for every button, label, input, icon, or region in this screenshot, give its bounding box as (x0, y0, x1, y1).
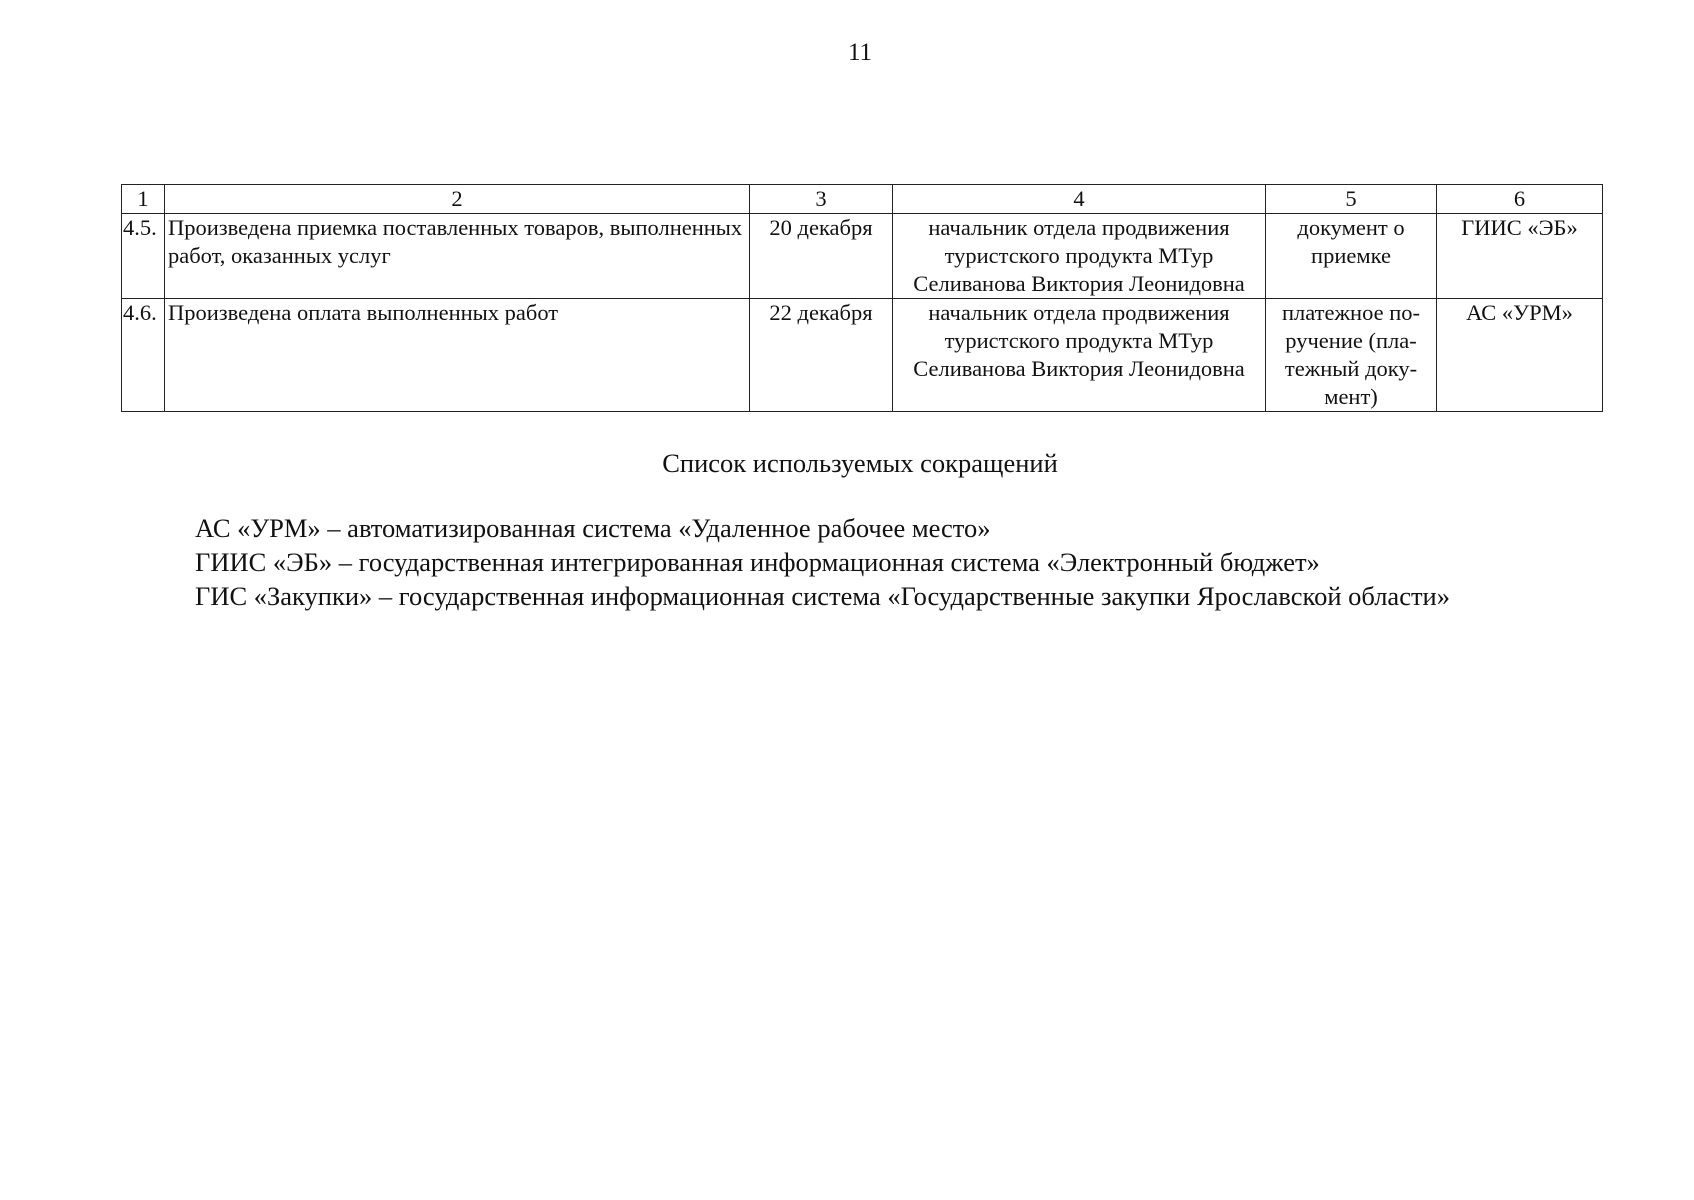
event-date: 22 декабря (750, 299, 893, 412)
plan-table (121, 184, 1603, 412)
information-system: ГИИС «ЭБ» (1437, 214, 1603, 299)
abbreviations-heading: Список используемых сокращений (662, 448, 1058, 478)
abbreviation-item: АС «УРМ» – автоматизированная система «Удаленное рабочее место» (195, 513, 991, 543)
row-number: 4.6. (122, 299, 165, 412)
page-number: 11 (847, 39, 873, 66)
information-system: АС «УРМ» (1437, 299, 1603, 412)
column-number-1: 1 (122, 185, 165, 214)
column-number-3: 3 (750, 185, 893, 214)
responsible-person: начальник отдела продвижения туристского продукта МТур Селиванова Виктория Леонидовна (893, 299, 1266, 412)
abbreviation-item: ГИС «Закупки» – государственная информационная система «Государственные закупки Ярославской области» (195, 581, 1450, 611)
row-number: 4.5. (122, 214, 165, 299)
event-description: Произведена приемка поставленных товаров, выполненных работ, оказанных услуг (165, 214, 750, 299)
responsible-person: начальник отдела продвижения туристского продукта МТур Селиванова Виктория Леонидовна (893, 214, 1266, 299)
abbreviation-item: ГИИС «ЭБ» – государственная интегрированная информационная система «Электронный бюджет» (195, 547, 1320, 577)
column-number-2: 2 (165, 185, 750, 214)
table-row (122, 299, 1603, 412)
table-row (122, 214, 1603, 299)
result-document: платежное по-ручение (пла-тежный доку-мент) (1266, 299, 1437, 412)
column-number-6: 6 (1437, 185, 1603, 214)
event-description: Произведена оплата выполненных работ (165, 299, 750, 412)
column-number-4: 4 (893, 185, 1266, 214)
result-document: документ о приемке (1266, 214, 1437, 299)
abbreviations-list (195, 511, 1450, 613)
event-date: 20 декабря (750, 214, 893, 299)
column-number-5: 5 (1266, 185, 1437, 214)
table-header-row (122, 185, 1603, 214)
